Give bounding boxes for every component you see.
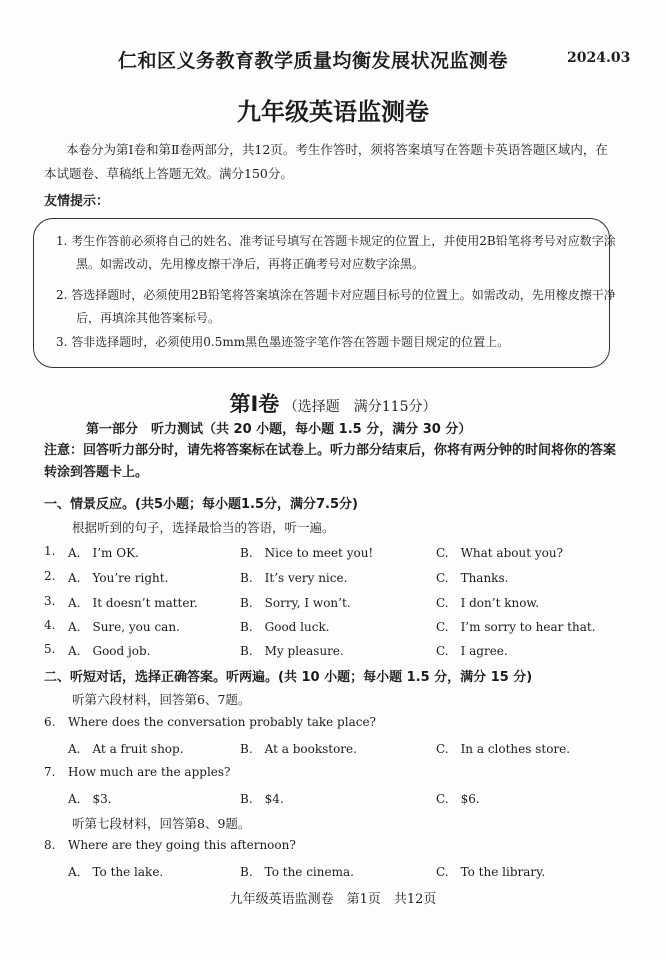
option-b: B. $4.	[240, 792, 284, 806]
notice-item: 2. 答选择题时，必须使用2B铅笔将答案填涂在答题卡对应题目标号的位置上。如需改动，先用橡皮擦干净后，再填涂其他答案标号。	[56, 288, 616, 325]
section2-heading: 二、听短对话，选择正确答案。听两遍。(共 10 小题；每小题 1.5 分，满分 15 分)	[44, 670, 533, 685]
option-c: C. What about you?	[436, 546, 564, 560]
intro-paragraph: 本卷分为第Ⅰ卷和第Ⅱ卷两部分，共12页。考生作答时，须将答案填写在答题卡英语答题区域内，在本试题卷、草稿纸上答题无效。满分150分。	[44, 142, 608, 181]
question-number: 8.	[44, 838, 56, 852]
question-stem: Where are they going this afternoon?	[68, 838, 296, 852]
listening-section-title: 第一部分 听力测试（共 20 小题，每小题 1.5 分，满分 30 分）	[86, 422, 472, 437]
part-title-main: 第Ⅰ卷	[229, 392, 280, 416]
option-b: B. Nice to meet you!	[240, 546, 374, 560]
part-title	[0, 388, 666, 418]
notice-item: 1. 考生作答前必须将自己的姓名、准考证号填写在答题卡规定的位置上，并使用2B铅笔将考号对应数字涂黑。如需改动，先用橡皮擦干净后，再将正确考号对应数字涂黑。	[56, 234, 616, 271]
option-c: C. I don’t know.	[436, 596, 540, 610]
question-number: 1.	[44, 544, 56, 558]
option-b: B. Good luck.	[240, 620, 330, 634]
page-footer: 九年级英语监测卷 第1页 共12页	[229, 892, 437, 907]
material-instruction: 听第七段材料，回答第8、9题。	[72, 816, 251, 831]
option-a: A. At a fruit shop.	[68, 742, 184, 756]
option-c: C. Thanks.	[436, 571, 509, 585]
option-a: A. You’re right.	[68, 571, 169, 585]
listening-note: 注意：回答听力部分时，请先将答案标在试卷上。听力部分结束后，你将有两分钟的时间将你的答案转涂到答题卡上。	[44, 443, 617, 480]
option-a: A. Good job.	[68, 644, 151, 658]
option-b: B. My pleasure.	[240, 644, 344, 658]
option-c: C. To the library.	[436, 865, 546, 879]
option-a: A. To the lake.	[68, 865, 164, 879]
section1-instruction: 根据听到的句子，选择最恰当的答语，听一遍。	[72, 520, 335, 535]
option-b: B. To the cinema.	[240, 865, 354, 879]
option-c: C. $6.	[436, 792, 480, 806]
option-b: B. Sorry, I won’t.	[240, 596, 351, 610]
section1-heading: 一、情景反应。(共5小题；每小题1.5分，满分7.5分)	[44, 497, 358, 512]
option-b: B. At a bookstore.	[240, 742, 357, 756]
header-title: 仁和区义务教育教学质量均衡发展状况监测卷	[118, 50, 509, 72]
option-a: A. I’m OK.	[68, 546, 139, 560]
exam-title: 九年级英语监测卷	[237, 98, 429, 126]
option-c: C. I agree.	[436, 644, 508, 658]
option-b: B. It’s very nice.	[240, 571, 348, 585]
question-stem: Where does the conversation probably take place?	[68, 715, 376, 729]
option-a: A. $3.	[68, 792, 112, 806]
exam-date: 2024.03	[567, 50, 631, 66]
option-a: A. Sure, you can.	[68, 620, 180, 634]
question-number: 3.	[44, 594, 56, 608]
notice-item: 3. 答非选择题时，必须使用0.5mm黑色墨迹签字笔作答在答题卡题目规定的位置上。	[56, 335, 510, 349]
tips-heading: 友情提示：	[44, 194, 110, 209]
option-c: C. I’m sorry to hear that.	[436, 620, 596, 634]
part-title-sub: （选择题 满分115分）	[283, 399, 437, 415]
question-number: 2.	[44, 569, 56, 583]
question-number: 4.	[44, 618, 56, 632]
option-a: A. It doesn’t matter.	[68, 596, 198, 610]
question-number: 5.	[44, 642, 56, 656]
question-number: 6.	[44, 715, 56, 729]
option-c: C. In a clothes store.	[436, 742, 571, 756]
question-stem: How much are the apples?	[68, 765, 231, 779]
material-instruction: 听第六段材料，回答第6、7题。	[72, 692, 251, 707]
question-number: 7.	[44, 765, 56, 779]
